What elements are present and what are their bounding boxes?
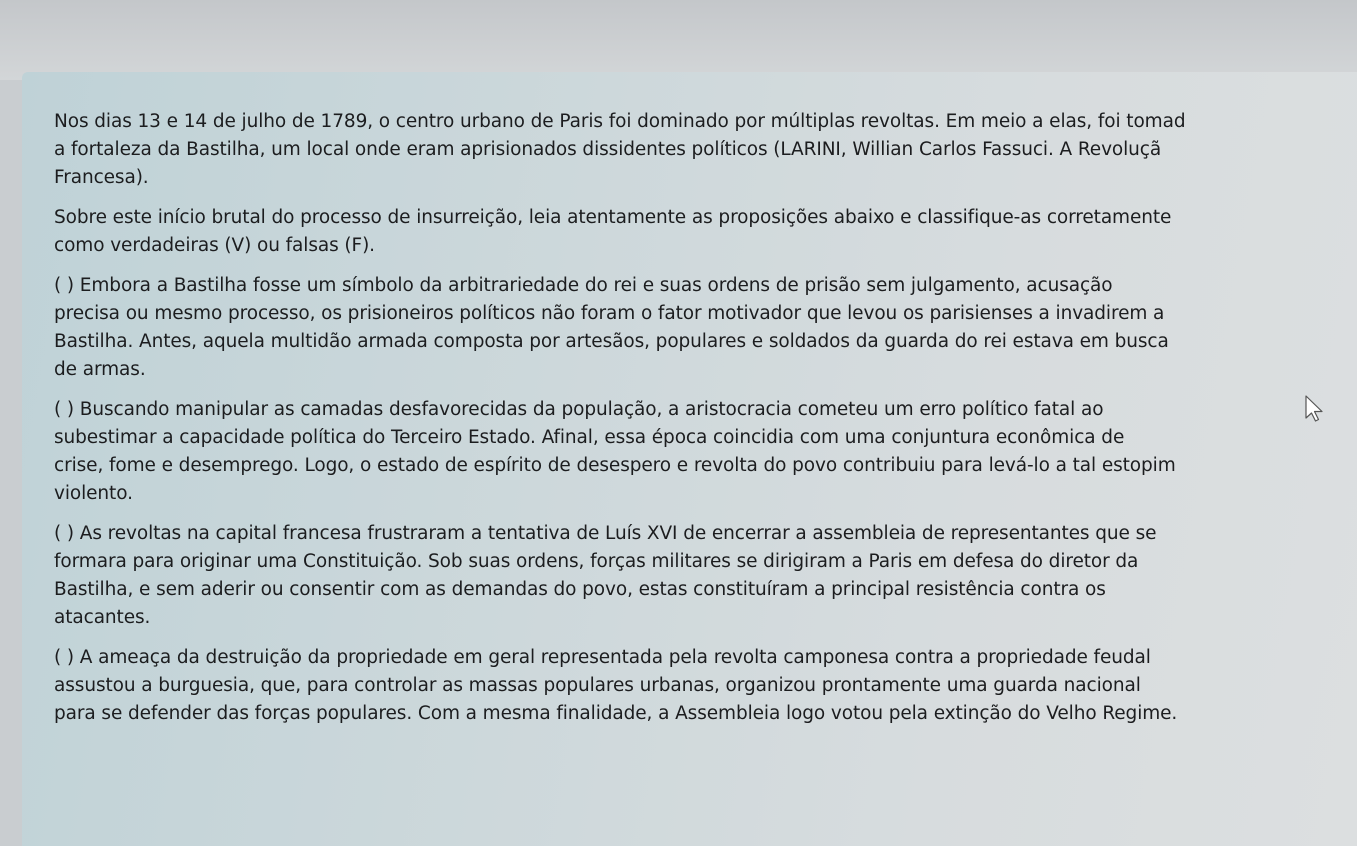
proposition-line: para se defender das forças populares. Com a mesma finalidade, a Assembleia logo votou pela extinção do Velho Regime. bbox=[54, 703, 1178, 724]
proposition-2[interactable] bbox=[54, 396, 1357, 508]
proposition-line: de armas. bbox=[54, 359, 146, 380]
proposition-line: assustou a burguesia, que, para controlar as massas populares urbanas, organizou prontamente uma guarda nacional bbox=[54, 675, 1141, 696]
proposition-line: ( ) Embora a Bastilha fosse um símbolo da arbitrariedade do rei e suas ordens de prisão sem julgamento, acusação bbox=[54, 275, 1113, 296]
question-content bbox=[54, 108, 1357, 740]
proposition-1[interactable] bbox=[54, 272, 1357, 384]
proposition-line: Bastilha. Antes, aquela multidão armada composta por artesãos, populares e soldados da guarda do rei estava em busca bbox=[54, 331, 1169, 352]
mouse-pointer-icon bbox=[1303, 394, 1327, 424]
instruction-paragraph bbox=[54, 204, 1357, 260]
monitor-bezel bbox=[0, 0, 1357, 80]
screen-area bbox=[22, 72, 1357, 846]
proposition-line: violento. bbox=[54, 483, 133, 504]
proposition-4[interactable] bbox=[54, 644, 1357, 728]
proposition-line: crise, fome e desemprego. Logo, o estado de espírito de desespero e revolta do povo contribuiu para levá-lo a tal estopim bbox=[54, 455, 1176, 476]
instruction-line: Sobre este início brutal do processo de insurreição, leia atentamente as proposições abaixo e classifique-as corretamente bbox=[54, 207, 1172, 228]
intro-paragraph bbox=[54, 108, 1357, 192]
intro-line: Francesa). bbox=[54, 167, 149, 188]
proposition-line: ( ) A ameaça da destruição da propriedade em geral representada pela revolta camponesa contra a propriedade feudal bbox=[54, 647, 1151, 668]
proposition-line: Bastilha, e sem aderir ou consentir com as demandas do povo, estas constituíram a principal resistência contra os bbox=[54, 579, 1106, 600]
proposition-line: precisa ou mesmo processo, os prisioneiros políticos não foram o fator motivador que levou os parisienses a invadirem a bbox=[54, 303, 1165, 324]
intro-line: a fortaleza da Bastilha, um local onde eram aprisionados dissidentes políticos (LARINI, Willian Carlos Fassuci. A Revoluçã bbox=[54, 139, 1162, 160]
proposition-line: formara para originar uma Constituição. Sob suas ordens, forças militares se dirigiram a Paris em defesa do diretor da bbox=[54, 551, 1139, 572]
proposition-line: subestimar a capacidade política do Terceiro Estado. Afinal, essa época coincidia com uma conjuntura econômica de bbox=[54, 427, 1125, 448]
proposition-line: ( ) Buscando manipular as camadas desfavorecidas da população, a aristocracia cometeu um erro político fatal ao bbox=[54, 399, 1104, 420]
intro-line: Nos dias 13 e 14 de julho de 1789, o centro urbano de Paris foi dominado por múltiplas revoltas. Em meio a elas, foi tomad bbox=[54, 111, 1186, 132]
proposition-line: atacantes. bbox=[54, 607, 151, 628]
proposition-3[interactable] bbox=[54, 520, 1357, 632]
instruction-line: como verdadeiras (V) ou falsas (F). bbox=[54, 235, 375, 256]
proposition-line: ( ) As revoltas na capital francesa frustraram a tentativa de Luís XVI de encerrar a assembleia de representantes que se bbox=[54, 523, 1157, 544]
